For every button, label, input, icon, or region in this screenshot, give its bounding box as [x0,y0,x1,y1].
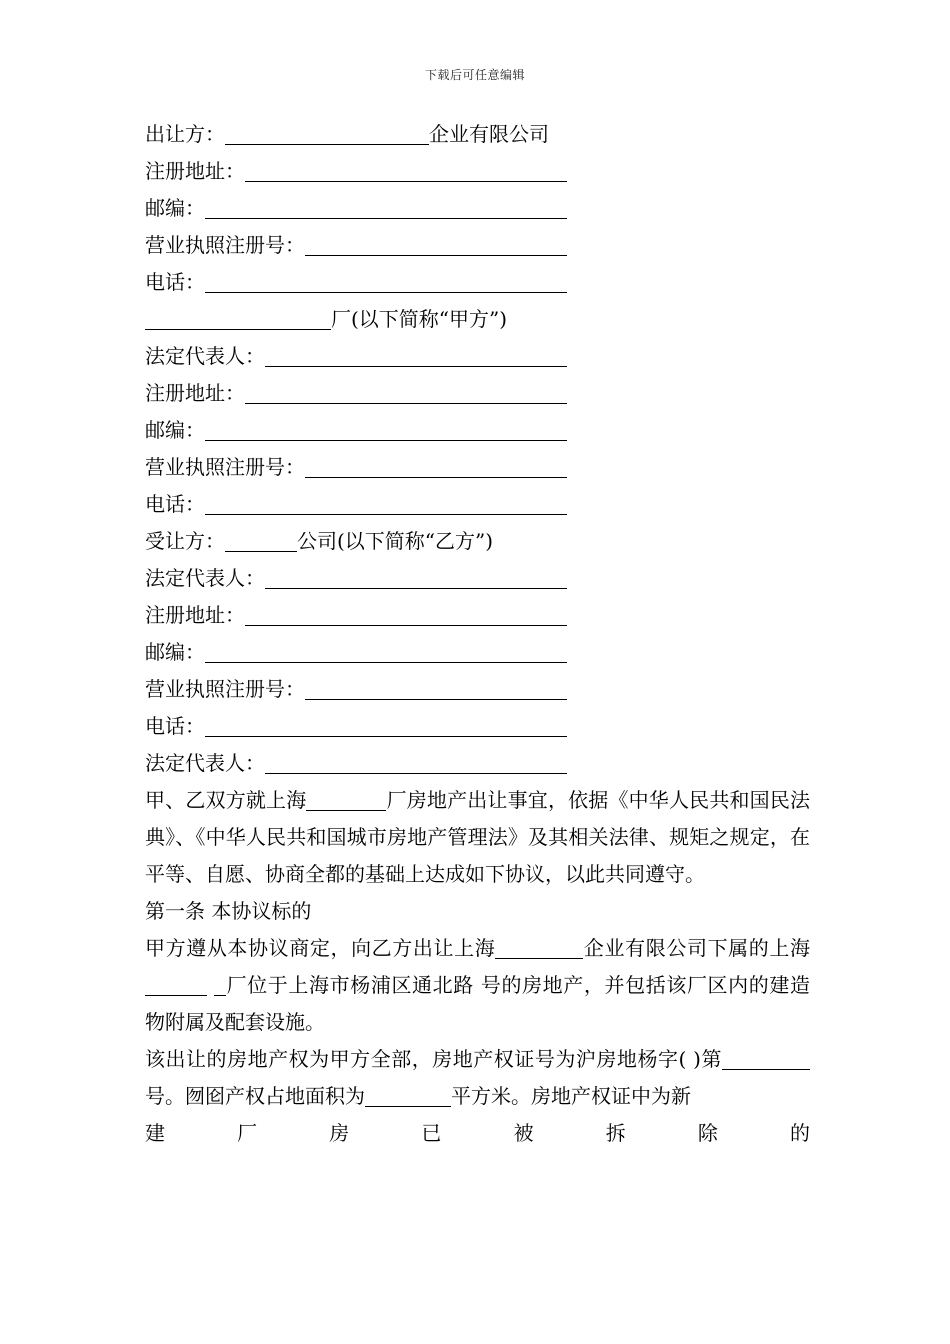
spread-char: 除 [697,1121,718,1145]
field-label: 电话： [145,492,205,516]
field-blank[interactable] [205,193,567,219]
field-blank[interactable] [145,304,331,330]
field-blank[interactable] [265,563,567,589]
field-label: 营业执照注册号： [145,455,305,479]
field-suffix: 厂(以下简称“甲方”) [331,307,508,331]
field-line [145,449,810,486]
field-label: 电话： [145,714,205,738]
blank-line [756,1044,810,1070]
field-line [145,597,810,634]
field-label: 注册地址： [145,159,245,183]
field-label: 受让方： [145,529,225,553]
article-paragraph-2: 该出让的房地产权为甲方全部，房地产权证号为沪房地杨字( )第号。囫囵产权占地面积为 平方米。房地产权证中为新 [145,1041,810,1115]
field-blank[interactable] [305,674,567,700]
field-blank[interactable] [245,156,567,182]
field-blank[interactable] [305,452,567,478]
field-line [145,671,810,708]
blank-line [306,785,386,811]
field-blank[interactable] [205,415,567,441]
spread-char: 的 [789,1121,810,1145]
blank-line [495,933,583,959]
field-blank[interactable] [245,378,567,404]
field-line [145,153,810,190]
field-blank[interactable] [265,341,567,367]
field-line [145,560,810,597]
field-blank[interactable] [245,600,567,626]
field-label: 法定代表人： [145,566,265,590]
spread-char: 建 [145,1121,165,1145]
field-blank[interactable] [305,230,567,256]
field-label: 法定代表人： [145,751,265,775]
field-line [145,264,810,301]
field-line [145,412,810,449]
field-line [145,227,810,264]
field-line [145,301,810,338]
field-line [145,338,810,375]
field-blank[interactable] [225,119,429,145]
contract-body [145,116,810,1152]
spread-char: 被 [513,1121,534,1145]
party-fields [145,116,810,782]
article-title: 第一条 本协议标的 [145,899,312,923]
field-blank[interactable] [205,489,567,515]
blank-line [365,1081,451,1107]
intro-paragraph: 甲、乙双方就上海 厂房地产出让事宜，依据《中华人民共和国民法典》、《中华人民共和国城市房地产管理法》及其相关法律、规矩之规定，在平等、自愿、协商全都的基础上达成如下协议，以此共同遵守。 [145,782,810,893]
field-label: 邮编： [145,196,205,220]
spread-char: 已 [421,1121,442,1145]
article-paragraph-1: 甲方遵从本协议商定，向乙方出让上海 企业有限公司下属的上海 厂位于上海市杨浦区通北路 号的房地产，并包括该厂区内的建造物附属及配套设施。 [145,930,810,1041]
field-suffix: 公司(以下简称“乙方”) [297,529,494,553]
field-label: 注册地址： [145,603,245,627]
field-label: 营业执照注册号： [145,233,305,257]
field-blank[interactable] [205,711,567,737]
field-line [145,523,810,560]
field-blank[interactable] [265,748,567,774]
field-line [145,190,810,227]
field-blank[interactable] [205,267,567,293]
field-line [145,708,810,745]
field-label: 注册地址： [145,381,245,405]
field-line [145,745,810,782]
page-header: 下载后可任意编辑 [424,68,525,82]
spread-char: 厂 [237,1121,258,1145]
field-line [145,375,810,412]
blank-line [722,1044,756,1070]
field-blank[interactable] [225,526,297,552]
field-label: 出让方： [145,122,225,146]
field-label: 电话： [145,270,205,294]
spread-line [145,1115,810,1152]
spread-char: 房 [329,1121,350,1145]
field-label: 邮编： [145,418,205,442]
field-suffix: 企业有限公司 [429,122,549,146]
field-label: 法定代表人： [145,344,265,368]
blank-line [214,970,226,996]
field-blank[interactable] [205,637,567,663]
field-line [145,486,810,523]
spread-char: 拆 [605,1121,626,1145]
field-line [145,116,810,153]
field-line [145,634,810,671]
blank-line [145,970,207,996]
field-label: 邮编： [145,640,205,664]
field-label: 营业执照注册号： [145,677,305,701]
